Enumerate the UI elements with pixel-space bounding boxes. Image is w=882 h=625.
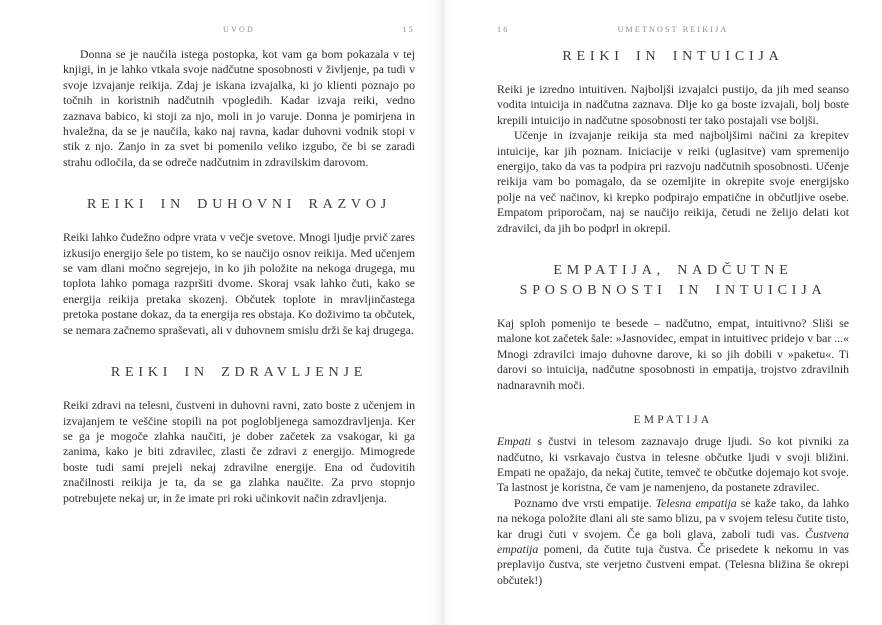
paragraph: Reiki zdravi na telesni, čustveni in duhovni ravni, zato boste z učenjem in izvajanjem te veščine stopili na pot poglobljenega samozdravljenja. Ker se ga je mogoče zlahka naučiti, je dober začetek za vsakogar, ki ga zanima, kako je biti zdravilec, zlasti če zdravi z energijo. Mimogrede boste tudi sami prejeli nekaj zdravilne energije. Ena od čudovitih značilnosti reikija je ta, da se ga zlahka naučite. Za prvo stopnjo potrebujete nekaj ur, in že imate pri roki učinkovit način zdravljenja. xyxy=(63,398,415,505)
paragraph: Poznamo dve vrsti empatije. Telesna empatija se kaže tako, da lahko na nekoga položite dlani ali ste samo blizu, pa v svojem telesu čutite tisto, kar drugi čuti v svojem. Če ga boli glava, zaboli tudi vas. Čustvena empatija pomeni, da čutite tuja čustva. Če prisedete k nekomu in vas preplavijo čustva, ste verjetno čustveni empat. (Telesna bližina še okrepi občutek!) xyxy=(497,495,849,587)
paragraph: Reiki lahko čudežno odpre vrata v večje svetove. Mnogi ljudje prvič zares izkusijo energijo šele po tistem, ko se naučijo osnov reikija. Med učenjem se vam dlani močno segrejejo, in ko jih položite na nekoga drugega, mu toplota lahko pomaga razpršiti dvome. Skoraj vsak lahko čuti, kako se energija reikija pretaka skozenj. Občutek toplote in mravljinčastega pretoka postane dokaz, da ta energija res obstaja. Ko doživimo ta občutek, se nemara začnemo spraševati, ali v duhovnem smislu drži še kaj drugega. xyxy=(63,230,415,337)
page-number: 15 xyxy=(402,25,415,34)
section-heading: EMPATIJA, NADČUTNE SPOSOBNOSTI IN INTUICIJA xyxy=(519,263,827,299)
running-head-right xyxy=(497,25,849,34)
section-heading: REIKI IN INTUICIJA xyxy=(562,49,784,64)
paragraph: Reiki je izredno intuitiven. Najboljši izvajalci pustijo, da jih med seanso vodita intuicija in nadčutna zaznava. Dlje ko ga boste izvajali, bolj boste krepili intuicijo in nadčutne sposobnosti ter tako postajali vse boljši. xyxy=(497,82,849,127)
page-left-content xyxy=(63,47,415,506)
page-right xyxy=(441,0,882,625)
paragraph: Empati s čustvi in telesom zaznavajo druge ljudi. So kot pivniki za nadčutno, ki vsrkavajo čustva in telesne občutke ljudi v svoji bližini. Empati ne opažajo, da nekaj čutite, temveč te občutke dojemajo kot svoje. Ta lastnost je koristna, če vam je namenjeno, da postanete zdravilec. xyxy=(497,434,849,495)
paragraph: Kaj sploh pomenijo te besede – nadčutno, empat, intuitivno? Sliši se malone kot začetek šale: »Jasnovidec, empat in intuitivec pridejo v bar ...« Mnogi zdravilci imajo duhovne darove, ki so jih dobili v »paketu«. Ti darovi so intuicija, nadčutne sposobnosti in empatija, trojstvo zdravilnih nadnaravnih moči. xyxy=(497,316,849,392)
page-right-content xyxy=(497,47,849,588)
paragraph: Donna se je naučila istega postopka, kot vam ga bom pokazala v tej knjigi, in je lahko vtkala svoje nadčutne sposobnosti v življenje, pa tudi v svoje izvajanje reikija. Zdaj je iskana izvajalka, ki jo klienti poznajo po točnih in koristnih nadčutnih vpogledih. Kadar izvaja reiki, vedno zaznava babico, ki stoji za njo, moli in jo varuje. Donna je pomirjena in hvaležna, da se je naučila, kako naj ravna, kadar duhovni vodnik stopi v stik z njo. Zanjo in za svet bi pomenilo veliko izgubo, če bi se zaradi strahu odločila, da se odreče nadčutnim in zdravilskim darovom. xyxy=(63,47,415,169)
section-heading: REIKI IN DUHOVNI RAZVOJ xyxy=(87,197,391,213)
page-number: 16 xyxy=(497,25,510,34)
running-title: UVOD xyxy=(223,25,255,34)
running-title: UMETNOST REIKIJA xyxy=(617,25,729,34)
section-heading: REIKI IN ZDRAVLJENJE xyxy=(110,365,368,381)
sub-heading: EMPATIJA xyxy=(633,414,713,427)
paragraph: Učenje in izvajanje reikija sta med najboljšimi načini za krepitev intuicije, kar jih poznam. Iniciacije v reiki (uglasitve) vam spremenijo energijo, tako da vas ta podpira pri razvoju nadčutnih sposobnosti. Učenje reikija vam bo pomagalo, da se ozemljite in okrepite svoje energijsko polje na več načinov, ki krepko podpirajo empatične in občutljive osebe. Empatom priporočam, naj se naučijo reikija, četudi ne želijo delati kot zdravilci, da jih bo podprl in okrepil. xyxy=(497,128,849,235)
running-head-left xyxy=(63,25,415,34)
